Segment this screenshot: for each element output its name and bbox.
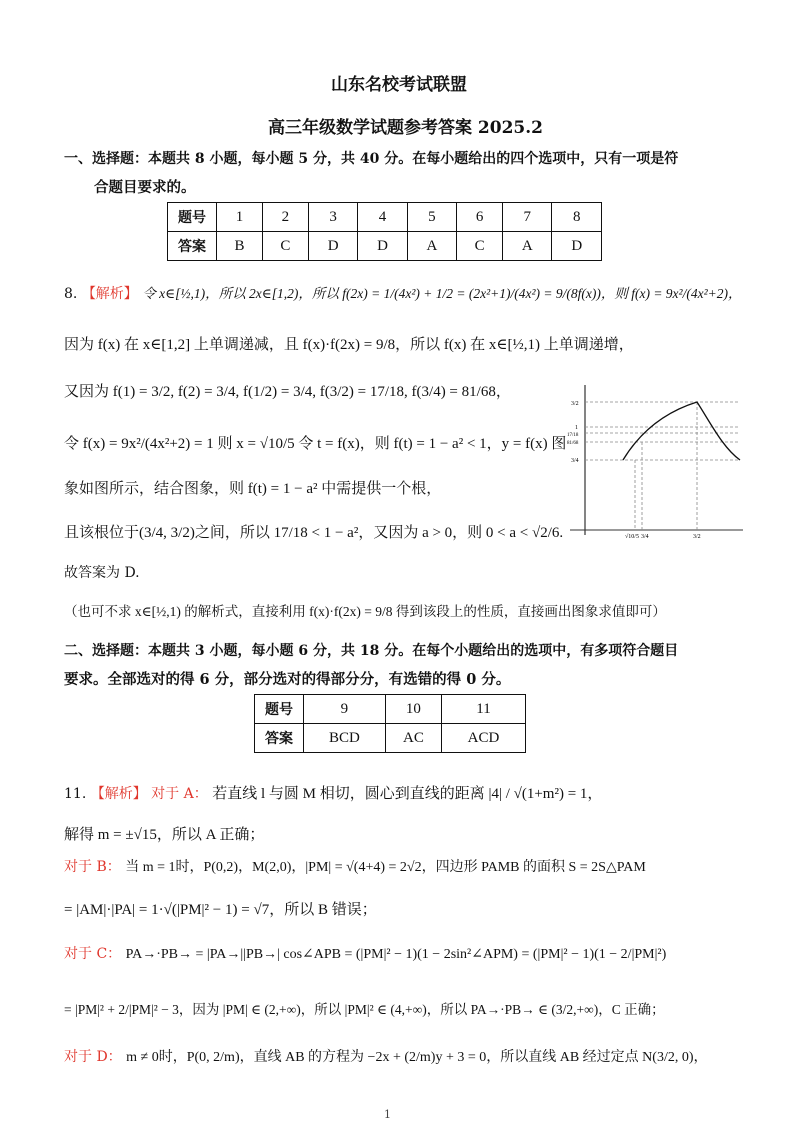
table-cell: C [457,232,503,261]
section2-answer-table [254,694,526,753]
x-tick-label: 3/2 [693,534,701,540]
y-tick-label: 1 [575,425,578,431]
q8-line1 [64,282,742,303]
y-tick-label: 3/2 [571,401,579,407]
table-cell: ACD [441,724,525,753]
q11-line-a1 [64,782,602,803]
option-label-c: 对于 C： [64,946,122,962]
analysis-tag: 【解析】 [81,286,138,302]
table-cell: 5 [407,203,456,232]
section2-heading-cont: 要求。全部选对的得 6 分，部分选对的得部分分，有选错的得 0 分。 [64,671,511,688]
formula: 当 m = 1时，P(0,2)，M(2,0)，|PM| = √(4+4) = 2√2，四边形 PAMB 的面积 S = 2S△PAM [125,860,646,875]
table-row [255,724,526,753]
y-tick-label: 17/18 [567,433,579,438]
table-cell: D [552,232,602,261]
page-subtitle: 高三年级数学试题参考答案 2025.2 [268,118,543,138]
y-tick-label: 81/68 [567,441,579,446]
q8-line5: 象如图所示，结合图象，则 f(t) = 1 − a² 中需提供一个根， [64,481,442,497]
option-label-d: 对于 D： [64,1049,122,1065]
table-cell: 6 [457,203,503,232]
table-cell: 4 [358,203,407,232]
q8-line6: 且该根位于(3/4, 3/2)之间，所以 17/18 < 1 − a²，又因为 a > 0，则 0 < a < √2/6. [64,525,564,541]
table-header-answer: 答案 [168,232,217,261]
page-title: 山东名校考试联盟 [331,75,467,95]
table-cell: C [262,232,308,261]
curve [623,402,740,460]
table-header-answer: 答案 [255,724,304,753]
question-number: 11. [64,786,87,802]
option-label-b: 对于 B： [64,859,121,875]
q11-line-b1 [64,856,646,876]
table-cell: A [503,232,552,261]
table-row [168,232,602,261]
section1-heading-cont: 合题目要求的。 [94,179,196,196]
table-cell: A [407,232,456,261]
table-cell: AC [385,724,441,753]
section1-answer-table [167,202,602,261]
q8-note: （也可不求 x∈[½,1) 的解析式，直接利用 f(x)·f(2x) = 9/8 得到该段上的性质，直接画出图象求值即可） [64,604,666,619]
table-cell: 10 [385,695,441,724]
formula: m ≠ 0时，P(0, 2/m)，直线 AB 的方程为 −2x + (2/m)y + 3 = 0，所以直线 AB 经过定点 N(3/2, 0)， [126,1050,708,1065]
page-number: 1 [384,1108,391,1121]
table-cell: 1 [217,203,263,232]
section2-heading: 二、选择题：本题共 3 小题，每小题 6 分，共 18 分。在每个小题给出的选项中，有多项符合题目 [64,643,679,659]
table-cell: 3 [308,203,357,232]
function-graph [565,380,745,540]
table-cell: D [308,232,357,261]
formula: 令 x∈[½,1)，所以 2x∈[1,2)，所以 f(2x) = 1/(4x²) + 1/2 = (2x²+1)/(4x²) = 9/(8f(x))，则 f(x) = 9x²/(4x²+2)， [142,286,742,301]
q8-line2: 因为 f(x) 在 x∈[1,2] 上单调递减，且 f(x)·f(2x) = 9/8，所以 f(x) 在 x∈[½,1) 上单调递增， [64,337,634,353]
y-tick-label: 3/4 [571,458,579,464]
question-number: 8. [64,286,78,302]
table-row [255,695,526,724]
q8-line4: 令 f(x) = 9x²/(4x²+2) = 1 则 x = √10/5 令 t = f(x)，则 f(t) = 1 − a² < 1，y = f(x) 图 [64,436,567,452]
table-cell: 11 [441,695,525,724]
x-tick-label: √10/5 [625,534,639,540]
option-label-a: 对于 A： [151,786,208,802]
table-cell: 7 [503,203,552,232]
q11-line-c1 [64,943,666,963]
table-cell: 8 [552,203,602,232]
q11-line-a2: 解得 m = ±√15，所以 A 正确； [64,827,265,843]
table-row [168,203,602,232]
table-cell: BCD [304,724,386,753]
q11-line-c2: = |PM|² + 2/|PM|² − 3，因为 |PM| ∈ (2,+∞)，所以 |PM|² ∈ (4,+∞)，所以 PA→·PB→ ∈ (3/2,+∞)，C 正确； [64,1002,665,1017]
table-cell: B [217,232,263,261]
x-tick-label: 3/4 [641,534,649,540]
q11-line-d1 [64,1046,708,1066]
formula: 若直线 l 与圆 M 相切，圆心到直线的距离 |4| / √(1+m²) = 1， [212,786,603,802]
section1-heading: 一、选择题：本题共 8 小题，每小题 5 分，共 40 分。在每小题给出的四个选项中，只有一项是符 [64,151,679,167]
table-cell: D [358,232,407,261]
analysis-tag: 【解析】 [90,786,147,802]
formula: PA→·PB→ = |PA→||PB→| cos∠APB = (|PM|² − 1)(1 − 2sin²∠APM) = (|PM|² − 1)(1 − 2/|PM|²) [125,947,667,962]
table-cell: 2 [262,203,308,232]
q11-line-b2: = |AM|·|PA| = 1·√(|PM|² − 1) = √7，所以 B 错误； [64,902,377,918]
table-header-number: 题号 [168,203,217,232]
q8-conclusion: 故答案为 D. [64,565,140,581]
table-cell: 9 [304,695,386,724]
table-header-number: 题号 [255,695,304,724]
q8-line3: 又因为 f(1) = 3/2, f(2) = 3/4, f(1/2) = 3/4, f(3/2) = 17/18, f(3/4) = 81/68， [64,384,511,400]
